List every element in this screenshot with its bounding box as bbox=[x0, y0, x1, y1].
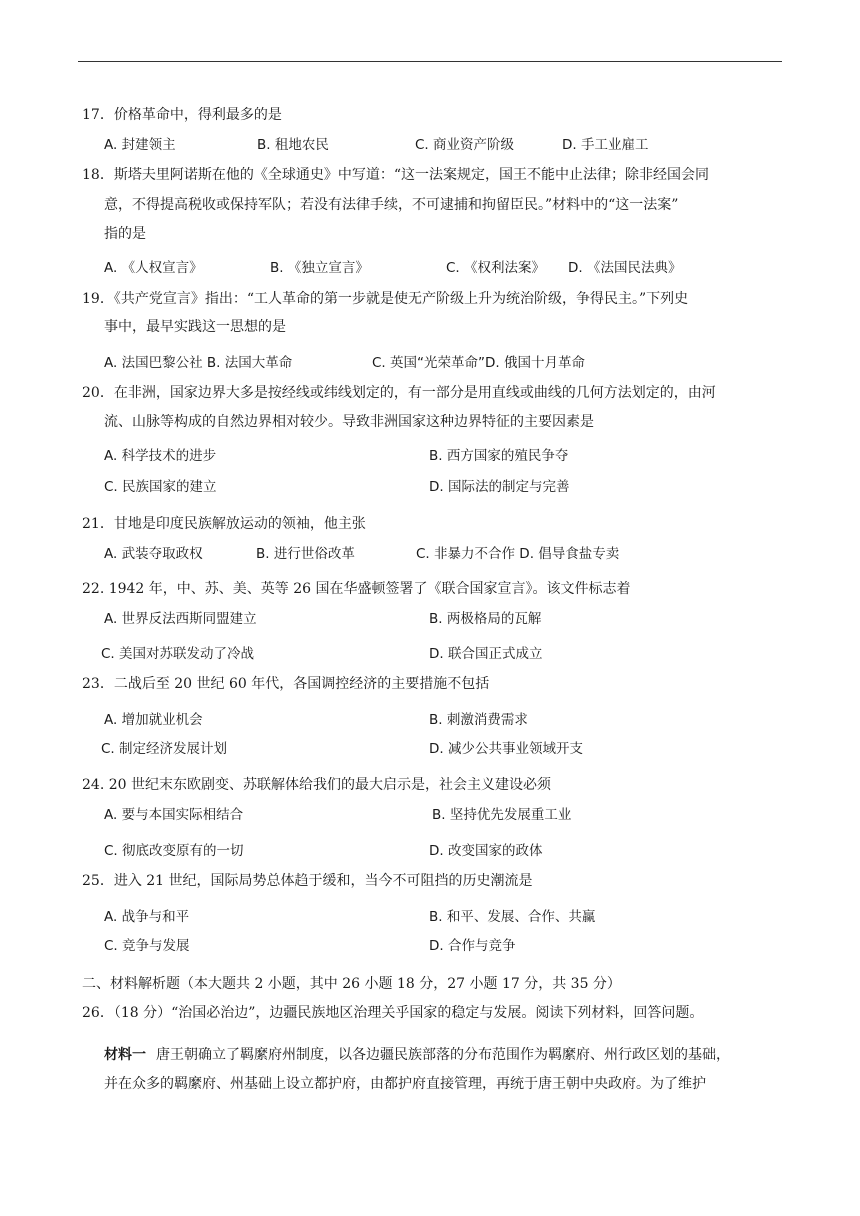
question-25-stem: 25．进入 21 世纪，国际局势总体趋于缓和，当今不可阻挡的历史潮流是 bbox=[82, 873, 533, 889]
material-1-line-1 bbox=[104, 1046, 730, 1064]
q24-option-a: A. 要与本国实际相结合 bbox=[104, 807, 244, 823]
q20-option-b: B. 西方国家的殖民争夺 bbox=[429, 448, 569, 464]
material-1-label: 材料一 bbox=[104, 1047, 146, 1063]
q17-option-b: B. 租地农民 bbox=[257, 137, 329, 153]
q24-option-d: D. 改变国家的政体 bbox=[429, 843, 543, 859]
q23-option-b: B. 刺激消费需求 bbox=[429, 712, 528, 728]
q22-option-a: A. 世界反法西斯同盟建立 bbox=[104, 611, 257, 627]
q18-option-b: B. 《独立宣言》 bbox=[270, 260, 369, 276]
question-19-stem-line-1: 19．《共产党宣言》指出：“工人革命的第一步就是使无产阶级上升为统治阶级，争得民主。”下列史 bbox=[82, 291, 689, 307]
q23-option-d: D. 减少公共事业领域开支 bbox=[429, 741, 583, 757]
q20-option-a: A. 科学技术的进步 bbox=[104, 448, 217, 464]
q24-option-c: C. 彻底改变原有的一切 bbox=[104, 843, 244, 859]
question-26-stem: 26．（18 分）“治国必治边”，边疆民族地区治理关乎国家的稳定与发展。阅读下列材料，回答问题。 bbox=[82, 1005, 704, 1021]
q23-option-a: A. 增加就业机会 bbox=[104, 712, 203, 728]
q21-options-cd: C. 非暴力不合作 D. 倡导食盐专卖 bbox=[416, 546, 620, 562]
q17-option-a: A. 封建领主 bbox=[104, 137, 176, 153]
q25-option-d: D. 合作与竞争 bbox=[429, 938, 516, 954]
q21-option-a: A. 武装夺取政权 bbox=[104, 546, 203, 562]
q25-option-a: A. 战争与和平 bbox=[104, 909, 190, 925]
question-24-stem: 24. 20 世纪末东欧剧变、苏联解体给我们的最大启示是，社会主义建设必须 bbox=[82, 777, 551, 793]
q18-option-a: A. 《人权宣言》 bbox=[104, 260, 203, 276]
q19-options-cd: C. 英国“光荣革命”D. 俄国十月革命 bbox=[372, 355, 585, 371]
question-19-stem-line-2: 事中，最早实践这一思想的是 bbox=[104, 319, 286, 335]
material-1-line-2: 并在众多的羁縻府、州基础上设立都护府，由都护府直接管理，再统于唐王朝中央政府。为了维护 bbox=[104, 1076, 706, 1092]
q20-option-c: C. 民族国家的建立 bbox=[104, 479, 217, 495]
section-2-heading: 二、材料解析题（本大题共 2 小题，其中 26 小题 18 分，27 小题 17 分，共 35 分） bbox=[82, 976, 621, 992]
question-20-stem-line-2: 流、山脉等构成的自然边界相对较少。导致非洲国家这种边界特征的主要因素是 bbox=[104, 414, 594, 430]
question-21-stem: 21．甘地是印度民族解放运动的领袖，他主张 bbox=[82, 516, 366, 532]
q20-option-d: D. 国际法的制定与完善 bbox=[429, 479, 570, 495]
q23-option-c: C. 制定经济发展计划 bbox=[101, 741, 228, 757]
header-rule bbox=[78, 61, 782, 62]
q21-option-b: B. 进行世俗改革 bbox=[256, 546, 355, 562]
material-1-text-line-1: 唐王朝确立了羁縻府州制度，以各边疆民族部落的分布范围作为羁縻府、州行政区划的基础， bbox=[156, 1047, 730, 1063]
q22-option-b: B. 两极格局的瓦解 bbox=[429, 611, 542, 627]
q17-option-d: D. 手工业雇工 bbox=[562, 137, 649, 153]
question-18-stem-line-2: 意，不得提高税收或保持军队；若没有法律手续，不可逮捕和拘留臣民。”材料中的“这一法案” bbox=[104, 197, 679, 213]
question-18-stem-line-3: 指的是 bbox=[104, 226, 146, 242]
q24-option-b: B. 坚持优先发展重工业 bbox=[432, 807, 572, 823]
q19-options-ab: A. 法国巴黎公社 B. 法国大革命 bbox=[104, 355, 293, 371]
q17-option-c: C. 商业资产阶级 bbox=[415, 137, 515, 153]
q18-option-c: C. 《权利法案》 bbox=[446, 260, 546, 276]
question-20-stem-line-1: 20．在非洲，国家边界大多是按经线或纬线划定的，有一部分是用直线或曲线的几何方法划定的，由河 bbox=[82, 385, 716, 401]
q25-option-c: C. 竞争与发展 bbox=[104, 938, 190, 954]
q25-option-b: B. 和平、发展、合作、共赢 bbox=[429, 909, 596, 925]
question-22-stem: 22. 1942 年，中、苏、美、英等 26 国在华盛顿签署了《联合国家宣言》。该文件标志着 bbox=[82, 581, 631, 597]
q18-option-d: D. 《法国民法典》 bbox=[568, 260, 682, 276]
question-17-stem: 17．价格革命中，得利最多的是 bbox=[82, 107, 282, 123]
q22-option-c: C. 美国对苏联发动了冷战 bbox=[101, 646, 255, 662]
question-18-stem-line-1: 18．斯塔夫里阿诺斯在他的《全球通史》中写道：“这一法案规定，国王不能中止法律；除非经国会同 bbox=[82, 167, 709, 183]
question-23-stem: 23．二战后至 20 世纪 60 年代，各国调控经济的主要措施不包括 bbox=[82, 676, 490, 692]
q22-option-d: D. 联合国正式成立 bbox=[429, 646, 543, 662]
